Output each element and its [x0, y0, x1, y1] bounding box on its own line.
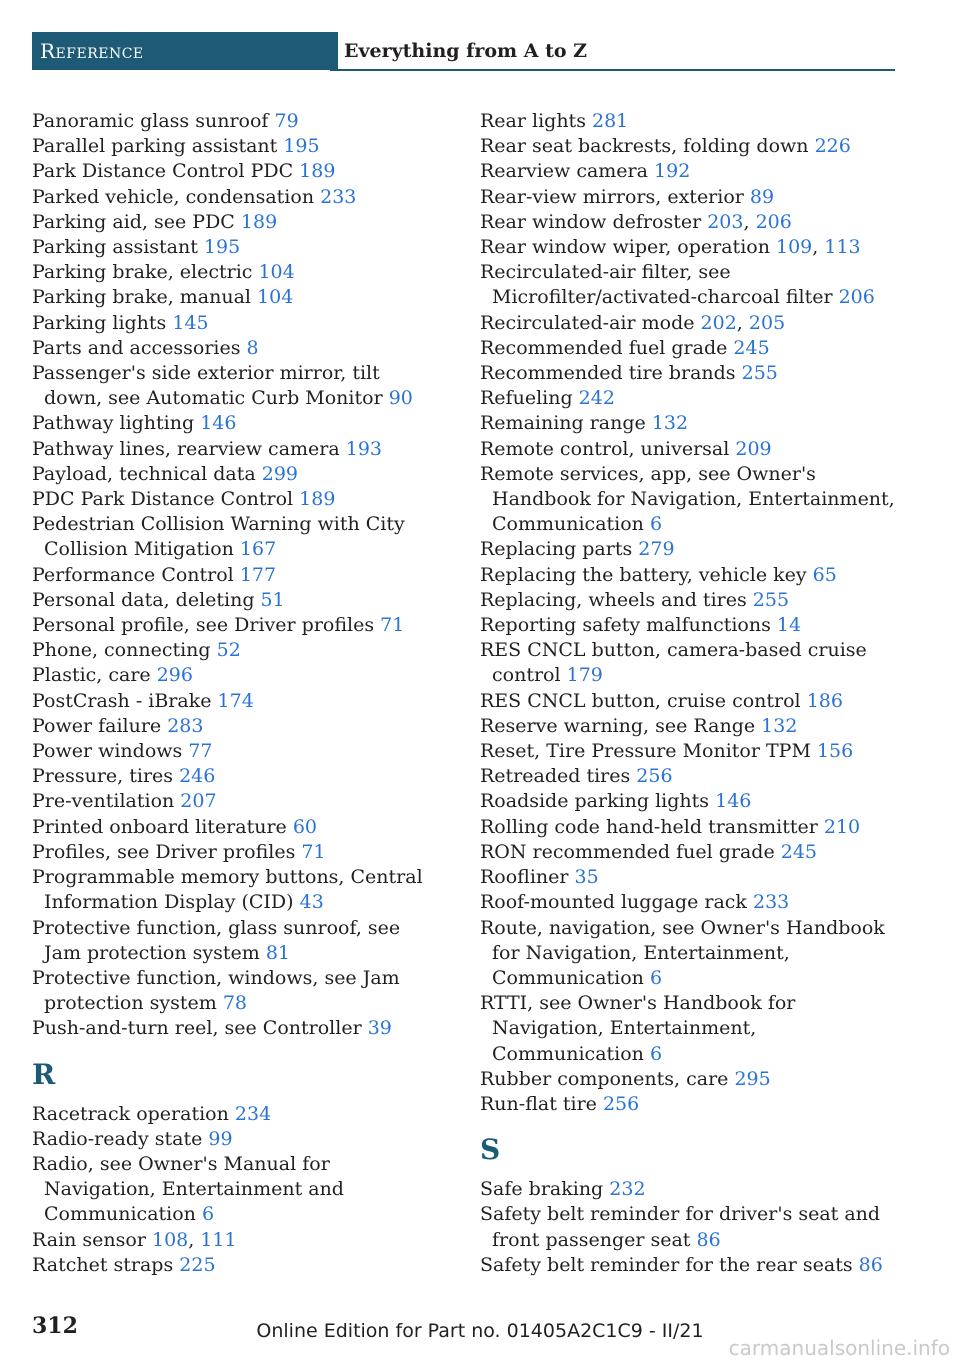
- index-term: Plastic, care: [32, 664, 151, 687]
- page-reference-link[interactable]: 6: [649, 513, 663, 536]
- page-reference-link[interactable]: 255: [741, 362, 778, 385]
- page-reference-link[interactable]: 295: [734, 1067, 771, 1090]
- page-reference-link[interactable]: 205: [748, 311, 786, 334]
- index-term: Safe braking: [480, 1178, 604, 1201]
- page-reference-link[interactable]: 65: [812, 563, 837, 586]
- page-reference-link[interactable]: 51: [260, 588, 285, 611]
- index-term: Parking brake, electric: [32, 261, 253, 284]
- index-entry: [32, 512, 442, 562]
- index-entry: [32, 966, 442, 1016]
- page-reference-link[interactable]: 6: [649, 1042, 663, 1065]
- index-entry: [32, 663, 442, 688]
- page-reference-link[interactable]: 242: [578, 387, 615, 410]
- index-term: Printed onboard literature: [32, 815, 287, 838]
- index-entry: [32, 1152, 442, 1228]
- page-reference-link[interactable]: 192: [654, 160, 691, 183]
- index-entry: [32, 462, 442, 487]
- page-reference-link[interactable]: 79: [274, 110, 299, 132]
- index-entry: [480, 411, 895, 436]
- page-reference-link[interactable]: 104: [258, 261, 295, 284]
- index-entry: [480, 537, 895, 562]
- index-term: Pathway lines, rearview camera: [32, 437, 340, 460]
- index-entry: Rain sensor 108, 111: [32, 1228, 237, 1251]
- index-term: Parallel parking assistant: [32, 135, 278, 158]
- page-reference-link[interactable]: 86: [696, 1228, 721, 1251]
- index-entry: [480, 815, 895, 840]
- page-reference-link[interactable]: 167: [239, 538, 277, 561]
- index-entry: [32, 563, 442, 588]
- index-term: Passenger's side exterior mirror, tilt down, see Automatic Curb Monitor: [32, 362, 383, 410]
- index-term: Safety belt reminder for the rear seats: [480, 1253, 853, 1276]
- index-term: Pre-ventilation: [32, 790, 175, 813]
- index-term: Recirculated-air mode: [480, 311, 695, 334]
- page-reference-link[interactable]: 206: [838, 286, 875, 309]
- index-term: Refueling: [480, 387, 573, 410]
- page-reference-link[interactable]: 195: [203, 236, 241, 259]
- index-term: Parking brake, manual: [32, 286, 252, 309]
- page-reference-link[interactable]: 156: [816, 740, 854, 763]
- page-reference-link[interactable]: 177: [239, 563, 277, 586]
- index-entry: [480, 1177, 895, 1202]
- page-reference-link[interactable]: 226: [814, 135, 851, 158]
- index-term: Parking lights: [32, 311, 167, 334]
- index-term: Recommended fuel grade: [480, 336, 728, 359]
- index-entry: [480, 890, 895, 915]
- index-entry: [32, 109, 442, 134]
- index-entry: [32, 336, 442, 361]
- index-entry: [480, 613, 895, 638]
- page-reference-link[interactable]: 113: [824, 236, 861, 259]
- index-term: Phone, connecting: [32, 639, 211, 662]
- index-entry: [480, 1202, 895, 1252]
- index-term: Route, navigation, see Owner's Handbook for Navigation, Entertainment, Communication: [480, 916, 885, 989]
- index-term: Personal data, deleting: [32, 588, 255, 611]
- page-reference-link[interactable]: 43: [299, 891, 324, 914]
- index-term: Rear window wiper, operation: [480, 236, 770, 259]
- page-reference-link[interactable]: 209: [735, 437, 772, 460]
- page-reference-link[interactable]: 146: [200, 412, 237, 435]
- index-term: Remaining range: [480, 412, 646, 435]
- index-entry: [32, 285, 442, 310]
- page-reference-link[interactable]: 210: [823, 815, 861, 838]
- index-entry: [480, 865, 895, 890]
- index-entry: [480, 1092, 895, 1117]
- page-reference-link[interactable]: 202: [700, 311, 737, 334]
- page-reference-link[interactable]: 78: [222, 992, 247, 1015]
- index-entry: Rear window wiper, operation 109, 113: [480, 236, 861, 259]
- index-entry: [32, 437, 442, 462]
- index-term: RTTI, see Owner's Handbook for Navigation, Entertainment, Communication: [480, 992, 796, 1065]
- index-entry: [480, 1253, 895, 1278]
- index-entry: [480, 336, 895, 361]
- index-entry: [32, 865, 442, 915]
- index-term: Reporting safety malfunctions: [480, 614, 771, 637]
- index-column-left: [32, 109, 442, 1278]
- index-entry: [32, 840, 442, 865]
- index-term: Run-flat tire: [480, 1092, 597, 1115]
- index-term: Radio-ready state: [32, 1127, 203, 1150]
- page-reference-link[interactable]: 195: [283, 135, 320, 158]
- page-reference-link[interactable]: 71: [301, 840, 326, 863]
- index-term: PDC Park Distance Control: [32, 488, 294, 511]
- page-reference-link[interactable]: 52: [216, 639, 241, 662]
- index-term: Pedestrian Collision Warning with City Collision Mitigation: [32, 513, 405, 561]
- index-entry: [32, 588, 442, 613]
- index-term: RON recommended fuel grade: [480, 840, 775, 863]
- index-term: Performance Control: [32, 563, 234, 586]
- page-reference-link[interactable]: 145: [172, 311, 209, 334]
- page-reference-link[interactable]: 203: [707, 210, 744, 233]
- index-term: Retreaded tires: [480, 765, 631, 788]
- index-term: Racetrack operation: [32, 1102, 229, 1125]
- index-entry: [32, 613, 442, 638]
- page-reference-link[interactable]: 233: [753, 891, 790, 914]
- index-entry: [32, 235, 442, 260]
- page-reference-link[interactable]: 86: [858, 1253, 883, 1276]
- page-reference-link[interactable]: 281: [592, 110, 629, 132]
- index-entry: [32, 638, 442, 663]
- section-label: Reference: [32, 32, 338, 70]
- index-term: Power windows: [32, 740, 183, 763]
- index-term: Reserve warning, see Range: [480, 714, 756, 737]
- page-reference-link[interactable]: 104: [257, 286, 294, 309]
- index-term: Recommended tire brands: [480, 362, 736, 385]
- index-term: Ratchet straps: [32, 1253, 174, 1276]
- page-reference-link[interactable]: 71: [380, 614, 405, 637]
- index-term: Replacing parts: [480, 538, 633, 561]
- index-entry: [32, 815, 442, 840]
- index-term: Profiles, see Driver profiles: [32, 840, 296, 863]
- page-reference-link[interactable]: 255: [752, 588, 790, 611]
- page-reference-link[interactable]: 186: [806, 689, 843, 712]
- index-term: Rear seat backrests, folding down: [480, 135, 809, 158]
- index-entry: [32, 260, 442, 285]
- index-term: Push-and-turn reel, see Controller: [32, 1017, 362, 1040]
- index-entry: [32, 789, 442, 814]
- page-reference-link[interactable]: 256: [602, 1092, 640, 1115]
- index-term: Parked vehicle, condensation: [32, 185, 315, 208]
- page-reference-link[interactable]: 39: [367, 1017, 392, 1040]
- page-reference-link[interactable]: 6: [649, 966, 663, 989]
- index-column-right: [480, 109, 895, 1278]
- index-entry: [480, 689, 895, 714]
- page-reference-link[interactable]: 60: [292, 815, 318, 838]
- chapter-title: Everything from A to Z: [344, 40, 588, 62]
- index-term: Protective function, glass sunroof, see Jam protection system: [32, 916, 401, 964]
- edition-footer: Online Edition for Part no. 01405A2C1C9 - II/21: [256, 1320, 704, 1342]
- page-reference-link[interactable]: 6: [201, 1203, 215, 1226]
- page-reference-link[interactable]: 189: [299, 488, 336, 511]
- page-reference-link[interactable]: 90: [388, 387, 413, 410]
- page-reference-link[interactable]: 89: [749, 185, 775, 208]
- page-reference-link[interactable]: 132: [651, 412, 689, 435]
- index-entry: [32, 487, 442, 512]
- index-entry: [480, 260, 895, 310]
- index-entry: [32, 1102, 442, 1127]
- index-term: Replacing the battery, vehicle key: [480, 563, 807, 586]
- page-reference-link[interactable]: 77: [188, 740, 213, 763]
- index-entry: Recirculated-air mode 202, 205: [480, 311, 786, 334]
- index-term: Panoramic glass sunroof: [32, 110, 269, 132]
- index-entry: [480, 1067, 895, 1092]
- index-term: Rear-view mirrors, exterior: [480, 185, 744, 208]
- index-entry: [480, 789, 895, 814]
- index-term: Radio, see Owner's Manual for Navigation, Entertainment and Communication: [32, 1152, 344, 1226]
- index-term: Parts and accessories: [32, 336, 241, 359]
- index-entry: [32, 1253, 442, 1278]
- index-term: Rubber components, care: [480, 1067, 729, 1090]
- page-reference-link[interactable]: 193: [345, 437, 383, 460]
- index-entry: [32, 311, 442, 336]
- index-term: PostCrash - iBrake: [32, 689, 212, 712]
- index-entry: [32, 764, 442, 789]
- page-reference-link[interactable]: 234: [234, 1102, 272, 1125]
- index-term: Rain sensor: [32, 1228, 146, 1251]
- index-term: Rear lights: [480, 110, 586, 132]
- index-term: Rearview camera: [480, 160, 648, 183]
- page-reference-link[interactable]: 299: [261, 462, 298, 485]
- page-reference-link[interactable]: 207: [180, 790, 217, 813]
- index-term: RES CNCL button, cruise control: [480, 689, 801, 712]
- index-entry: [480, 159, 895, 184]
- index-entry: [480, 714, 895, 739]
- page-reference-link[interactable]: 146: [715, 790, 752, 813]
- index-letter-heading: S: [480, 1133, 501, 1167]
- index-term: Reset, Tire Pressure Monitor TPM: [480, 740, 811, 763]
- page-reference-link[interactable]: 109: [776, 236, 813, 259]
- index-entry: [480, 764, 895, 789]
- page-reference-link[interactable]: 283: [167, 714, 204, 737]
- page-reference-link[interactable]: 246: [179, 765, 216, 788]
- index-entry: [32, 1127, 442, 1152]
- page-reference-link[interactable]: 81: [265, 941, 290, 964]
- index-entry: [480, 638, 895, 688]
- index-term: Safety belt reminder for driver's seat and front passenger seat: [480, 1203, 881, 1251]
- index-letter-heading: R: [32, 1057, 56, 1091]
- index-term: Roadside parking lights: [480, 790, 710, 813]
- index-term: Pressure, tires: [32, 765, 174, 788]
- index-term: RES CNCL button, camera-based cruise control: [480, 639, 867, 687]
- index-entry: [480, 437, 895, 462]
- page-reference-link[interactable]: 108: [151, 1228, 189, 1251]
- index-term: Parking assistant: [32, 236, 198, 259]
- page-reference-link[interactable]: 174: [217, 689, 254, 712]
- index-entry: [480, 739, 895, 764]
- index-entry: [32, 411, 442, 436]
- page-reference-link[interactable]: 179: [566, 664, 603, 687]
- index-entry: [480, 134, 895, 159]
- index-term: Parking aid, see PDC: [32, 210, 235, 233]
- index-entry: [32, 134, 442, 159]
- index-entry: [480, 916, 895, 992]
- index-entry: [32, 185, 442, 210]
- page-header: [32, 32, 895, 70]
- index-term: Power failure: [32, 714, 162, 737]
- page-reference-link[interactable]: 256: [636, 765, 673, 788]
- index-entry: [32, 159, 442, 184]
- page-reference-link[interactable]: 132: [761, 714, 798, 737]
- index-entry: [32, 361, 442, 411]
- page-reference-link[interactable]: 296: [156, 664, 193, 687]
- index-term: Rear window defroster: [480, 210, 702, 233]
- page-reference-link[interactable]: 225: [179, 1253, 216, 1276]
- page-reference-link[interactable]: 189: [240, 210, 278, 233]
- index-entry: [480, 462, 895, 538]
- index-entry: [480, 563, 895, 588]
- index-term: Programmable memory buttons, Central Information Display (CID): [32, 866, 423, 914]
- page-reference-link[interactable]: 35: [574, 866, 599, 889]
- index-term: Park Distance Control PDC: [32, 160, 294, 183]
- index-term: Pathway lighting: [32, 412, 195, 435]
- page-reference-link[interactable]: 111: [200, 1228, 237, 1251]
- index-term: Protective function, windows, see Jam protection system: [32, 966, 400, 1015]
- page-reference-link[interactable]: 245: [733, 336, 770, 359]
- index-entry: [32, 916, 442, 966]
- page-reference-link[interactable]: 206: [755, 210, 792, 233]
- page-reference-link[interactable]: 232: [609, 1178, 646, 1201]
- page-reference-link[interactable]: 99: [208, 1127, 233, 1150]
- index-term: Remote services, app, see Owner's Handbook for Navigation, Entertainment, Communication: [480, 462, 895, 536]
- index-term: Remote control, universal: [480, 437, 730, 460]
- index-term: Rolling code hand-held transmitter: [480, 815, 818, 838]
- page-reference-link[interactable]: 8: [246, 336, 259, 359]
- index-entry: [480, 588, 895, 613]
- index-entry: [480, 840, 895, 865]
- index-entry: [480, 185, 895, 210]
- index-term: Payload, technical data: [32, 462, 256, 485]
- index-entry: [480, 386, 895, 411]
- index-term: Recirculated-air filter, see Microfilter/activated-charcoal filter: [480, 261, 833, 309]
- index-term: Replacing, wheels and tires: [480, 588, 747, 611]
- page-reference-link[interactable]: 14: [776, 614, 802, 637]
- page-reference-link[interactable]: 189: [299, 160, 336, 183]
- index-entry: [32, 689, 442, 714]
- index-entry: [32, 1016, 442, 1041]
- index-term: Roof-mounted luggage rack: [480, 891, 747, 914]
- page-reference-link[interactable]: 279: [638, 538, 675, 561]
- index-entry: [32, 714, 442, 739]
- watermark: carmanualsonline.info: [728, 1336, 950, 1360]
- index-entry: [480, 109, 895, 134]
- index-entry: [32, 210, 442, 235]
- index-entry: [480, 361, 895, 386]
- index-entry: Rear window defroster 203, 206: [480, 210, 792, 233]
- page-reference-link[interactable]: 233: [320, 185, 357, 208]
- index-term: Personal profile, see Driver profiles: [32, 614, 375, 637]
- index-entry: [32, 739, 442, 764]
- page-number: 312: [32, 1313, 78, 1339]
- page-reference-link[interactable]: 245: [780, 840, 817, 863]
- index-term: Roofliner: [480, 866, 569, 889]
- index-entry: [480, 991, 895, 1067]
